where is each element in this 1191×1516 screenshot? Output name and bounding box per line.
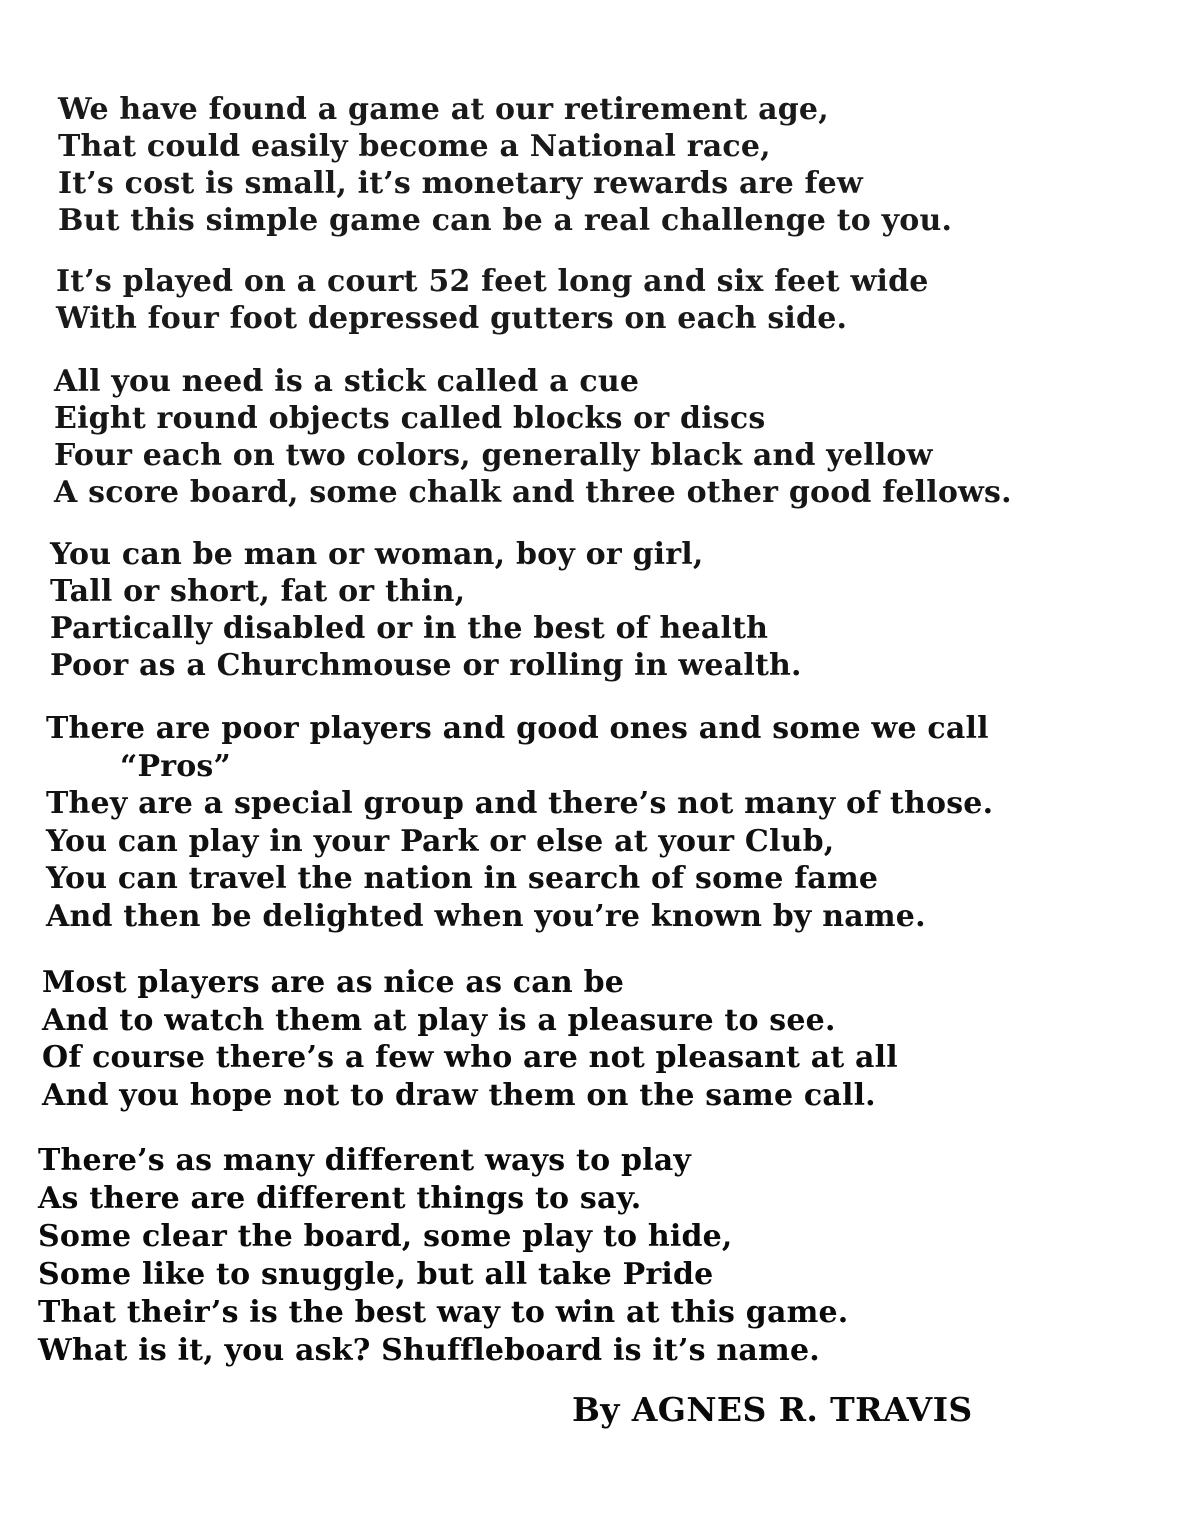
poem-line: But this simple game can be a real challenge to you. (58, 203, 953, 238)
poem-line: It’s cost is small, it’s monetary rewards are few (58, 166, 863, 201)
poem-line: Partically disabled or in the best of health (50, 611, 769, 646)
poem-line: As there are different things to say. (38, 1181, 642, 1216)
poem-line: Some clear the board, some play to hide, (38, 1219, 733, 1254)
poem-line: And to watch them at play is a pleasure to see. (42, 1002, 836, 1038)
poem-line: All you need is a stick called a cue (54, 364, 640, 399)
poem-line: That could easily become a National race, (58, 129, 771, 164)
poem-line: And then be delighted when you’re known by name. (46, 898, 926, 934)
poem-line: Eight round objects called blocks or discs (54, 401, 766, 436)
poem-line: Some like to snuggle, but all take Pride (38, 1257, 714, 1292)
stanza-2 (56, 263, 929, 337)
poem-line: A score board, some chalk and three other good fellows. (54, 475, 1012, 510)
poem-line: That their’s is the best way to win at this game. (38, 1295, 849, 1330)
poem-line: What is it, you ask? Shuffleboard is it’s name. (38, 1333, 820, 1368)
stanza-4 (50, 536, 802, 684)
poem-line: You can travel the nation in search of some fame (46, 861, 879, 896)
stanza-7 (38, 1142, 848, 1370)
poem-line: Poor as a Churchmouse or rolling in wealth. (50, 648, 802, 683)
poem-line: Four each on two colors, generally black and yellow (54, 438, 933, 473)
stanza-6 (42, 964, 898, 1114)
poem-line: And you hope not to draw them on the same call. (42, 1077, 876, 1113)
poem-line: With four foot depressed gutters on each side. (56, 301, 848, 336)
poem-line: Most players are as nice as can be (42, 965, 625, 1000)
stanza-5 (46, 710, 993, 935)
poem-line: It’s played on a court 52 feet long and six feet wide (56, 264, 929, 299)
poem-line: There’s as many different ways to play (38, 1143, 691, 1178)
poem-line: We have found a game at our retirement age, (58, 92, 829, 127)
poem-line: Tall or short, fat or thin, (50, 574, 466, 609)
stanza-3 (54, 363, 1012, 511)
poem-line-continuation: “Pros” (120, 748, 231, 784)
author-byline: By AGNES R. TRAVIS (572, 1390, 973, 1429)
stanza-1 (58, 91, 952, 239)
poem-line: There are poor players and good ones and some we call (46, 711, 989, 746)
poem-line: You can be man or woman, boy or girl, (50, 537, 704, 572)
poem-line: You can play in your Park or else at your Club, (46, 823, 835, 859)
poem-line: They are a special group and there’s not many of those. (46, 786, 994, 821)
poem-line: Of course there’s a few who are not pleasant at all (42, 1040, 898, 1075)
